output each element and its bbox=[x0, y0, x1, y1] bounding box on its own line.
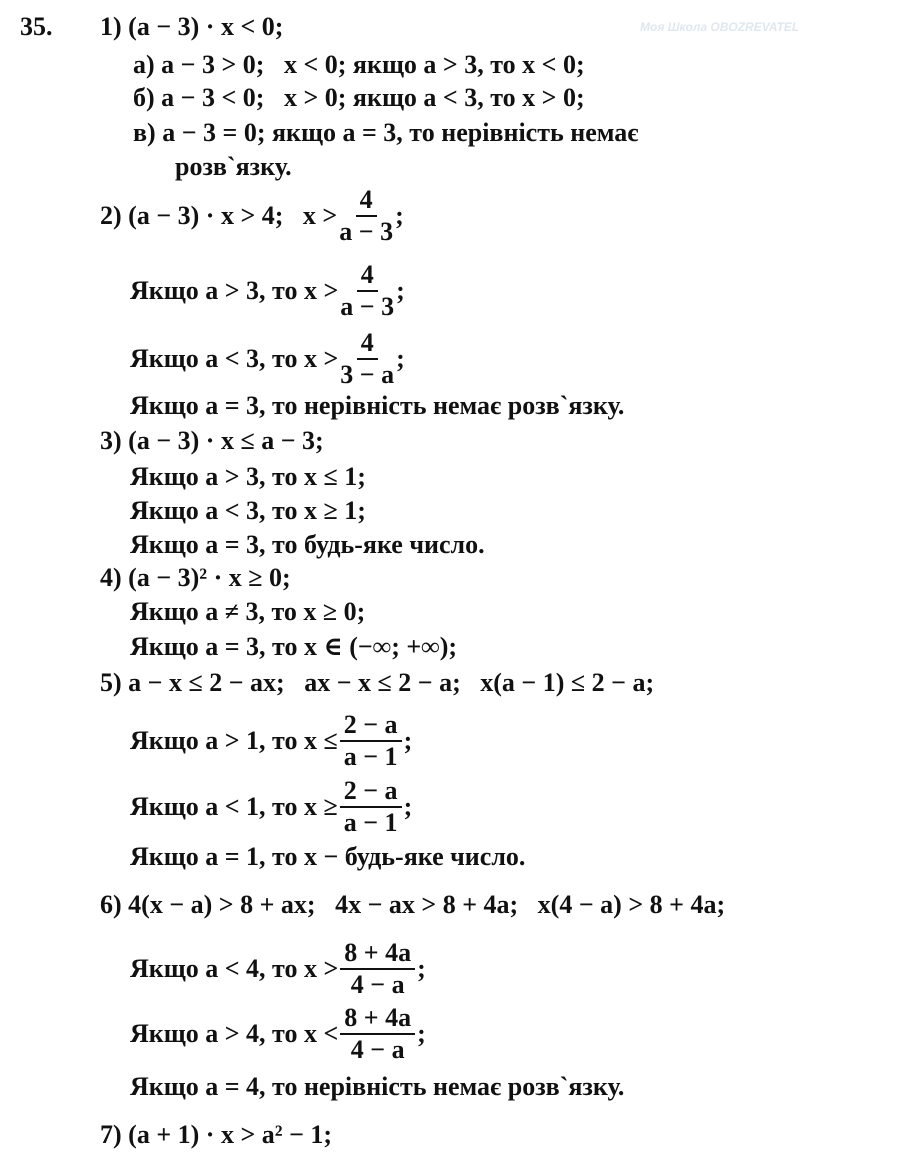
solution-line bbox=[130, 531, 485, 559]
solution-line bbox=[100, 669, 654, 697]
line-text: Якщо a = 3, то нерівність немає розв`язку. bbox=[130, 391, 625, 420]
denominator: a − 3 bbox=[340, 292, 395, 321]
denominator: a − 1 bbox=[343, 742, 398, 771]
fraction bbox=[340, 328, 394, 390]
solution-line bbox=[130, 1073, 624, 1101]
line-text: Якщо a = 3, то будь-яке число. bbox=[130, 530, 485, 559]
numerator: 4 bbox=[356, 185, 377, 217]
line-text: Якщо a = 1, то x − будь-яке число. bbox=[130, 842, 526, 871]
solution-line bbox=[130, 843, 525, 871]
numerator: 4 bbox=[357, 260, 378, 292]
solution-line bbox=[133, 84, 585, 112]
denominator: 4 − a bbox=[350, 970, 405, 999]
line-text: розв`язку. bbox=[175, 152, 292, 181]
line-text: 3) (a − 3) · x ≤ a − 3; bbox=[100, 426, 324, 455]
line-text: а) a − 3 > 0; x < 0; якщо a > 3, то x < 0; bbox=[133, 50, 585, 79]
line-text: Якщо a < 3, то x ≥ 1; bbox=[130, 496, 366, 525]
fraction bbox=[340, 776, 402, 838]
solution-line bbox=[130, 260, 405, 322]
solution-line bbox=[130, 633, 457, 661]
solution-line bbox=[130, 328, 405, 390]
solution-line bbox=[130, 1003, 426, 1065]
denominator: 4 − a bbox=[350, 1035, 405, 1064]
solution-line bbox=[130, 598, 365, 626]
denominator: a − 1 bbox=[343, 808, 398, 837]
line-text: Якщо a < 1, то x ≥ bbox=[130, 792, 338, 821]
line-text: Якщо a ≠ 3, то x ≥ 0; bbox=[130, 597, 366, 626]
line-text: б) a − 3 < 0; x > 0; якщо a < 3, то x > 0; bbox=[133, 83, 585, 112]
solution-line bbox=[130, 938, 426, 1000]
line-suffix: ; bbox=[417, 954, 426, 983]
line-text: в) a − 3 = 0; якщо a = 3, то нерівність немає bbox=[133, 118, 639, 147]
line-text: 4) (a − 3)² · x ≥ 0; bbox=[100, 563, 291, 592]
solution-line bbox=[100, 1121, 332, 1149]
line-text: 1) (a − 3) · x < 0; bbox=[100, 12, 284, 41]
line-text: Якщо a > 1, то x ≤ bbox=[130, 726, 338, 755]
line-text: Якщо a = 3, то x ∈ (−∞; +∞); bbox=[130, 632, 458, 661]
line-text: Якщо a > 3, то x ≤ 1; bbox=[130, 462, 366, 491]
numerator: 2 − a bbox=[340, 776, 402, 808]
solution-line bbox=[100, 13, 283, 41]
line-text: Якщо a > 4, то x < bbox=[130, 1019, 339, 1048]
fraction bbox=[339, 185, 393, 247]
line-text: Якщо a = 4, то нерівність немає розв`язку. bbox=[130, 1072, 625, 1101]
fraction bbox=[340, 1003, 415, 1065]
solution-line bbox=[130, 392, 624, 420]
line-text: Якщо a > 3, то x > bbox=[130, 276, 339, 305]
line-text: Якщо a < 4, то x > bbox=[130, 954, 339, 983]
solution-line bbox=[133, 51, 585, 79]
solution-line bbox=[100, 891, 725, 919]
line-text: Якщо a < 3, то x > bbox=[130, 344, 339, 373]
numerator: 8 + 4a bbox=[340, 938, 415, 970]
solution-line bbox=[100, 427, 324, 455]
line-text: 2) (a − 3) · x > 4; x > bbox=[100, 201, 338, 230]
solution-line bbox=[100, 185, 404, 247]
denominator: a − 3 bbox=[339, 217, 394, 246]
denominator: 3 − a bbox=[340, 360, 395, 389]
solution-line bbox=[175, 153, 292, 181]
line-suffix: ; bbox=[395, 201, 404, 230]
fraction bbox=[340, 260, 394, 322]
line-text: 7) (a + 1) · x > a² − 1; bbox=[100, 1120, 333, 1149]
numerator: 8 + 4a bbox=[340, 1003, 415, 1035]
line-suffix: ; bbox=[403, 792, 413, 821]
solution-line bbox=[130, 710, 412, 772]
solution-line bbox=[133, 119, 639, 147]
line-suffix: ; bbox=[417, 1019, 426, 1048]
solution-line bbox=[130, 776, 412, 838]
line-suffix: ; bbox=[396, 344, 405, 373]
line-text: 6) 4(x − a) > 8 + ax; 4x − ax > 8 + 4a; x(4 − a) > 8 + 4a; bbox=[100, 890, 726, 919]
solution-line bbox=[100, 564, 291, 592]
line-suffix: ; bbox=[396, 276, 405, 305]
fraction bbox=[340, 710, 402, 772]
numerator: 2 − a bbox=[340, 710, 402, 742]
watermark: Моя Школа OBOZREVATEL bbox=[640, 20, 800, 34]
line-text: 5) a − x ≤ 2 − ax; ax − x ≤ 2 − a; x(a − 1) ≤ 2 − a; bbox=[100, 668, 655, 697]
numerator: 4 bbox=[357, 328, 378, 360]
fraction bbox=[340, 938, 415, 1000]
problem-number: 35. bbox=[20, 12, 53, 41]
line-suffix: ; bbox=[403, 726, 413, 755]
solution-line bbox=[130, 463, 366, 491]
solution-line bbox=[130, 497, 366, 525]
